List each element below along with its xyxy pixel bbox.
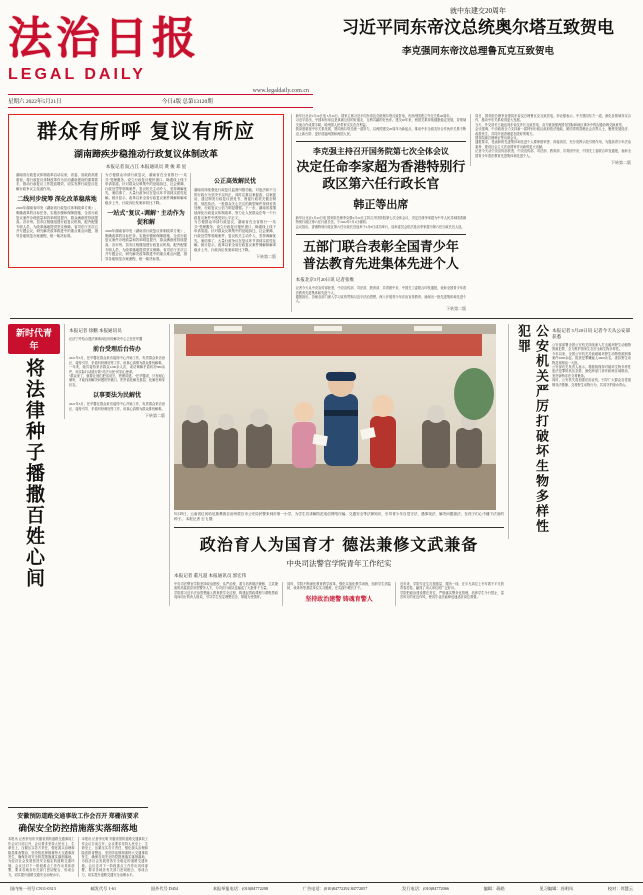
feature-columns bbox=[13, 173, 279, 261]
block3-continued: 下转第二版 bbox=[446, 305, 467, 311]
newspaper-title-en: LEGAL DAILY bbox=[8, 66, 146, 83]
bottom-center-columns bbox=[174, 582, 504, 606]
feature-section-3-title: 公正高效解民忧 bbox=[213, 179, 256, 185]
bottom-left-body-b: 本报讯 记者李光明 安徽省预防道路交通事故工作会议日前召开，会议要求坚持人民至上、生命至上，压紧压实各方责任，强化源头治理和隐患排查整治，坚决防范遏制重特大交通事故发生，确保各项安全防控措施落实落细落地，为经济社会发展营造安全稳定的道路交通环境。会议还对下一阶段重点工作作出具体部署，要求各地各有关部门密切配合、形成合力，切实提升道路交通安全治理水平。 bbox=[78, 837, 149, 877]
vertical-feature-body3: "群众来了，就要让他们把话说完、把理讲透。"任华馨说，只有耐心倾听，才能找到解决问题的突破口，把矛盾化解在基层、化解在萌芽状态。 bbox=[69, 373, 165, 387]
vertical-feature-footer-title: 以事要法为民解忧 bbox=[92, 393, 141, 400]
vertical-feature-body1-cont: 2021年5月，任华馨在群众来访接待中心开始工作，负责群众来访登记、接待引导、矛盾纠纷调处等工作，用真心真情为群众排忧解难。 bbox=[69, 402, 165, 411]
toprightstory-body2: 习近平指出，中国和东帝汶是真诚互信的好朋友、互利共赢的好伙伴。建交20年来，两国关系持续健康稳定发展，各领域交流合作成果丰硕，给两国人民带来实实在在利益。 bbox=[295, 118, 467, 127]
right-vertical-byline: 本报记者 5月20日讯 记者今天从公安部获悉 bbox=[552, 327, 631, 339]
feature-col-1 bbox=[13, 173, 101, 261]
lower-columns bbox=[8, 324, 635, 606]
right-vertical-body1: 公安部部署全国公安机关持续深入打击破坏野生动植物资源犯罪，全力维护国家生态安全和生物多样性。 bbox=[552, 342, 631, 352]
bottom-left-body-a: 本报讯 记者李光明 安徽省预防道路交通事故工作会议日前召开，会议要求坚持人民至上、生命至上，压紧压实各方责任，强化源头治理和隐患排查整治，坚决防范遏制重特大交通事故发生，确保各项安全防控措施落实落细落地，为经济社会发展营造安全稳定的道路交通环境。会议还对下一阶段重点工作作出具体部署，要求各地各有关部门密切配合、形成合力，切实提升道路交通安全治理水平。 bbox=[8, 837, 75, 877]
vertical-feature-title: 将法律种子播撒百姓心间 bbox=[23, 357, 45, 589]
midstory-body2: 会议指出，香港特别行政区第六任行政长官选举于5月8日成功举行，选举委员会依法选出李家超为第六任行政长官人选。 bbox=[295, 224, 465, 229]
feature-col-3 bbox=[190, 173, 279, 261]
footer-distribution-phone: 发行电话：(010)84772066 bbox=[402, 886, 449, 891]
block3-body3: 通报要求，受表彰的先进集体和先进个人要珍惜荣誉、再接再厉，充分发挥示范引领作用，为提高青少年法治素养、建设社会主义法治国家作出新的更大贡献。 bbox=[475, 140, 631, 149]
issue-number: 今日4版 总第13120期 bbox=[161, 99, 213, 105]
lead-subheadline: 李克强同东帝汶总理鲁瓦克互致贺电 bbox=[401, 47, 554, 57]
bottom-center-body1: 中央司法警官学院坚持政治建校、从严治校，着力培养德法兼修、文武兼备的高素质应用型警务人才，为司法行政队伍输送了大批骨干力量。 bbox=[174, 581, 278, 591]
feature-title: 群众有所呼 复议有所应 bbox=[37, 119, 255, 143]
feature-section-1-title: 二线河步统筹 深化改革稳落地 bbox=[17, 197, 97, 204]
masthead-meta bbox=[8, 94, 313, 108]
column-middle bbox=[291, 114, 470, 312]
block3-headline-1: 五部门联合表彰全国青少年 bbox=[302, 240, 459, 256]
footer-cn-number: 国内统一刊号 CN11-0313 bbox=[10, 886, 56, 891]
footer-proofreader: 校对：邻慧云 bbox=[607, 886, 633, 891]
bottom-center-section-title: 坚持政治建警 铸魂育警人 bbox=[305, 596, 373, 603]
bottom-center-body3: 同时，学院不断深化教育教学改革，强化实战化教学训练，组织学生到监狱、戒毒所等基层单位实习锻炼，在实践中增长才干。 bbox=[287, 581, 391, 591]
vertical-feature-section-title: 前台受理后台传办 bbox=[92, 347, 141, 354]
newspaper-website[interactable]: www.legaldaily.com.cn bbox=[252, 88, 309, 94]
feature-col-2 bbox=[101, 173, 190, 261]
footer-ad-phone: 广告电话：(010)84772292 84772057 bbox=[302, 886, 368, 891]
bottom-center-headline: 政治育人为国育才 德法兼修文武兼备 bbox=[199, 534, 479, 554]
column-right bbox=[470, 114, 635, 166]
block3-body2: 通报指出，各地各部门深入学习宣传贯彻习近平法治思想，深入开展青少年法治宣传教育，涌现出一批先进集体和先进个人。 bbox=[295, 295, 467, 304]
block3-continued-right: 下转第二版 bbox=[610, 160, 631, 166]
footer-editor: 编辑：蒋皓 bbox=[483, 886, 505, 891]
right-vertical-body4: 同时，公安机关将加强法治宣传，引导广大群众自觉抵制非法猎捕、交易野生动物行为，共同守护绿水青山。 bbox=[552, 378, 631, 387]
block3-headline-2: 普法教育先进集体先进个人 bbox=[302, 257, 459, 273]
block3-body1-cont: 记者今天从中央宣传部获悉，中央宣传部、司法部、教育部、共青团中央、中国关工委联合印发通报，表彰全国青少年普法教育先进集体和先进个人。 bbox=[475, 149, 631, 158]
masthead-left bbox=[8, 6, 313, 108]
vertical-feature-body2: 一年来，她共接待来访群众1200余人次，成功调解矛盾纠纷380余件，用实际行动践行着"司法为民"的初心使命。 bbox=[69, 365, 165, 374]
footer-report-phone: 本报举报电话：(010)84772208 bbox=[212, 886, 268, 891]
midstory-body1: 新华社北京5月20日电 国务院总理李克强5月20日主持召开国务院第七次全体会议，决定任命李家超为中华人民共和国香港特别行政区第六任行政长官，于2022年7月1日就职。 bbox=[295, 216, 467, 225]
upper-columns bbox=[8, 114, 635, 312]
midstory-subheadline: 韩正等出席 bbox=[353, 199, 409, 212]
bottom-center-body4: 近年来，学院毕业生扎根基层、服务一线，在平凡岗位上书写着不平凡的青春答卷，赢得了用人单位的广泛好评。 bbox=[400, 581, 504, 591]
toprightstory-body4: 同日，国务院总理李克强同东帝汶总理鲁瓦克互致贺电。李克强表示，中方愿同东方一道，深化各领域务实合作，推动中东关系取得更大发展。 bbox=[475, 114, 631, 123]
toprightstory-body3: 我高度重视中东关系发展，愿同奥尔塔总统一道努力，以两国建交20周年为新起点，推动中东全面友好合作伙伴关系不断迈上新台阶，更好造福两国和两国人民。 bbox=[295, 127, 467, 136]
feature-section-2-title: 一站式"复议+调解" 主动作为促和解 bbox=[107, 211, 185, 227]
column-left bbox=[8, 114, 291, 268]
lead-feature-box bbox=[8, 114, 284, 268]
midstory-kicker: 李克强主持召开国务院第七次全体会议 bbox=[312, 147, 449, 157]
block3-byline: 本报北京5月20日讯 记者张维 bbox=[295, 277, 355, 283]
toprightstory-body5: 当天，外交部长王毅也同东帝汶外长互致贺电，双方就加强两国在国际和地区事务中的沟通协调交换意见。 bbox=[475, 122, 625, 127]
feature-section-2-body: 为方便群众申请行政复议，湖南省在全省推行"一站式"受理服务，设立行政复议便民窗口，畅通线上线下申请渠道。针对群众反映集中的征地拆迁、社会保障、行政处罚等领域案件，复议机关主动介入，坚持调解优先、案结事了，大量行政争议在复议环节得到实质性化解。统计显示，改革以来全省行政复议案件调解和解率稳步上升，行政诉讼发案率同比下降。 bbox=[105, 173, 187, 205]
feature-section-3-body-cont: 为方便群众申请行政复议，湖南省在全省推行"一站式"受理服务，设立行政复议便民窗口，畅通线上线下申请渠道。针对群众反映集中的征地拆迁、社会保障、行政处罚等领域案件，复议机关主动介入，坚持调解优先、案结事了，大量行政争议在复议环节得到实质性化解。统计显示，改革以来全省行政复议案件调解和解率稳步上升，行政诉讼发案率同比下降。 bbox=[194, 220, 276, 252]
footer-post-code: 邮发代号 1-61 bbox=[90, 886, 117, 891]
right-vertical-body2: 今年以来，全国公安机关共侦破破坏野生动物资源刑事案件2000余起，抓获犯罪嫌疑人3000余名，查扣野生动物及其制品一大批。 bbox=[552, 351, 631, 365]
feature-byline: 本报记者 阮占江 本报通讯员 黄 俊 邓 星 bbox=[105, 164, 187, 169]
midstory-body4: 国务院副总理韩正等出席会议。 bbox=[475, 136, 520, 141]
lead-headline: 习近平同东帝汶总统奥尔塔互致贺电 bbox=[342, 18, 614, 38]
feature-continued: 下转第二版 bbox=[256, 254, 276, 260]
midstory-headline: 决定任命李家超为香港特别行政区第六任行政长官 bbox=[296, 160, 466, 193]
masthead bbox=[8, 6, 635, 108]
bottom-center-section-body: 学院把政治建设摆在首位，严格落实警务化管理，培养学生令行禁止、雷厉风行的优良作风，使其毕业后能够迅速适应岗位需要。 bbox=[400, 590, 504, 600]
bottom-left-story bbox=[8, 807, 148, 877]
right-vertical-body3: 公安部有关负责人表示，将继续保持对破坏生物多样性违法犯罪的高压态势，深化跨部门协作和跨区域联动，坚决斩断非法交易链条。 bbox=[552, 364, 631, 378]
feature-intro: 湖南省行政复议体制改革启动以来，省委、省政府高度重视，将行政复议体制改革作为法治湖南建设的重要抓手，推动行政复议工作提质增效，切实发挥行政复议化解行政争议主渠道作用。 bbox=[16, 173, 98, 191]
section-badge: 新时代青年 bbox=[8, 324, 60, 354]
photo-caption: 5月20日，云南省红河哈尼族彝族自治州蒙自市公安局民警来到市第一小学，为学生们讲解防范电信网络诈骗、交通安全等法律知识，引导青少年自觉守法、遇事找法、解决问题靠法，在孩子们心中播下法治的种子。 本报记者 石飞 摄 bbox=[174, 511, 504, 521]
bottom-center-body2: 学院将习近平法治思想融入教育教学全过程，构建起思政课程与课程思政同向同行的育人格局，引导学生坚定理想信念、厚植为民情怀。 bbox=[174, 590, 278, 600]
vertical-feature-sub: 记济宁并哈合建法律事诉讼纠纷解决中心主任任华馨 bbox=[69, 336, 143, 341]
vertical-feature-text bbox=[64, 324, 169, 419]
feature-subtitle: 湖南蹄疾步稳推动行政复议体制改革 bbox=[73, 149, 218, 159]
footer-trainee-editor: 见习编辑：苏明凤 bbox=[539, 886, 574, 891]
vertical-feature-continued: 下转第二版 bbox=[145, 412, 165, 418]
vertical-feature-body1: 2021年5月，任华馨在群众来访接待中心开始工作，负责群众来访登记、接待引导、矛盾纠纷调处等工作，用真心真情为群众排忧解难。 bbox=[69, 356, 165, 365]
feature-section-1-body: 2020年湖南省印发《湖南省行政复议体制改革方案》，明确改革的目标任务、实施步骤和保障措施，全省行政复议案件办理质量和效率明显提升，群众满意度持续提高。各市州、县市区相继组建行政复议机构，配齐配强专职人员，为改革落地提供坚实保障。省司法厅多次召开专题会议，研究解决改革推进中的重点难点问题，指导各地规范办案流程、统一裁决标准。 bbox=[16, 206, 98, 238]
bottom-left-headline: 确保安全防控措施落实落细落地 bbox=[18, 823, 138, 834]
photo-illustration bbox=[174, 324, 496, 510]
feature-section-2-body-cont: 2020年湖南省印发《湖南省行政复议体制改革方案》，明确改革的目标任务、实施步骤和保障措施，全省行政复议案件办理质量和效率明显提升，群众满意度持续提高。各市州、县市区相继组建行政复议机构，配齐配强专职人员，为改革落地提供坚实保障。省司法厅多次召开专题会议，研究解决改革推进中的重点难点问题，指导各地规范办案流程、统一裁决标准。 bbox=[105, 229, 187, 261]
feature-section-3-body: 湖南省持续强化行政复议监督纠错功能，对违法和不当的行政行为坚决予以纠正，同时注重以案促改、以案促治，通过制发行政复议意见书，督促行政机关健全制度、规范执法。一批群众关心关注的典型案件得到妥善处理，行政复议公信力明显增强。下一步，湖南省将继续深化行政复议体制改革，努力让人民群众在每一个行政复议案件中感受到公平正义。 bbox=[194, 188, 276, 220]
masthead-lead-story bbox=[313, 6, 635, 57]
right-vertical-story bbox=[508, 324, 635, 539]
vertical-feature bbox=[8, 324, 64, 598]
vertical-feature-byline: 本报记者 徐鹏 本报通讯员 bbox=[69, 327, 122, 333]
newspaper-title-cn: 法治日报 bbox=[8, 13, 200, 64]
block3-body1: 记者今天从中央宣传部获悉，中央宣传部、司法部、教育部、共青团中央、中国关工委联合印发通报，表彰全国青少年普法教育先进集体和先进个人。 bbox=[295, 286, 467, 295]
midstory-body3: 会议强调，中央政府全力支持新一届特别行政区政府依法施政，团结带领香港社会各界人士，聚焦发展经济、改善民生，共同开创香港更加美好的明天。 bbox=[475, 127, 631, 136]
footer-bar bbox=[0, 882, 643, 895]
news-photo bbox=[174, 324, 496, 510]
footer-intl-code: 国外代号 D454 bbox=[150, 886, 179, 891]
photo-and-center bbox=[169, 324, 508, 606]
bottom-center-subheadline: 中央司法警官学院青年工作纪实 bbox=[286, 558, 392, 568]
bottom-center-byline: 本报记者 董凡超 本报通讯员 郭宏伟 bbox=[174, 572, 247, 578]
bottom-left-kicker: 安徽预防道路交通事故工作会召开 郑栅洁要求 bbox=[17, 814, 139, 821]
issue-date: 星期六 2022年5月21日 bbox=[8, 99, 62, 105]
right-vertical-title: 公安机关严厉打破坏生物多样性犯罪 bbox=[515, 323, 548, 534]
lead-kicker: 就中东建交20周年 bbox=[450, 7, 506, 15]
toprightstory-body1: 新华社北京5月20日电 5月20日，国家主席习近平同东帝汶总统奥尔塔互致贺电，庆祝两国建立外交关系20周年。 bbox=[295, 114, 453, 118]
